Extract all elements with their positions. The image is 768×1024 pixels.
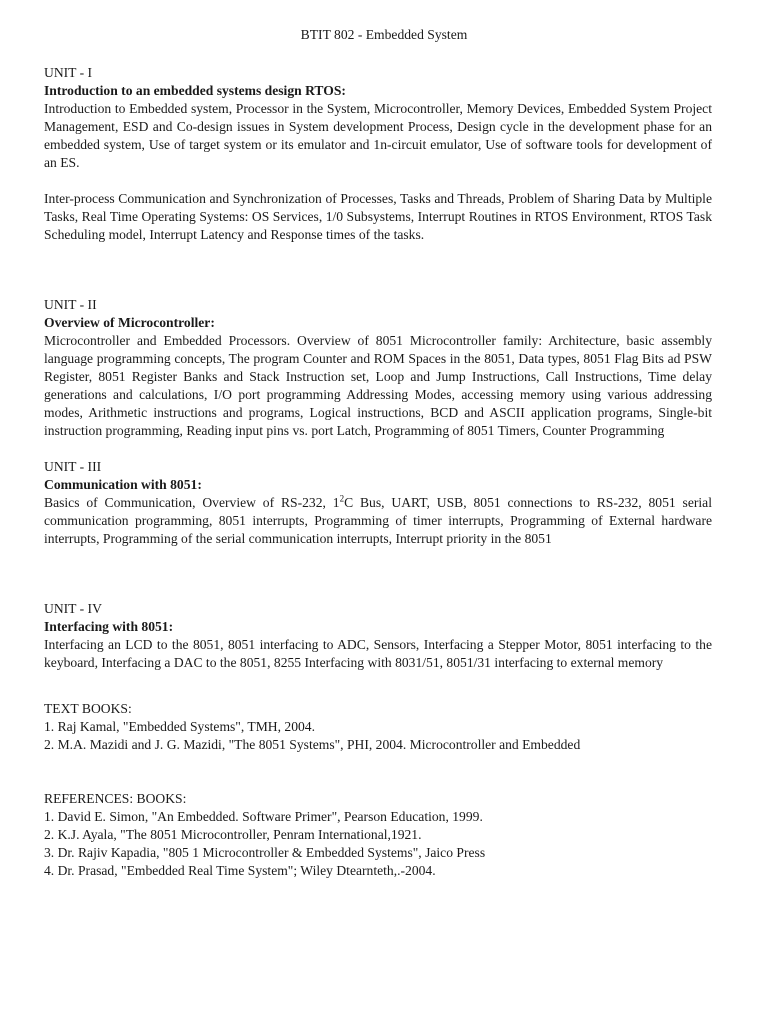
text-book-item: 1. Raj Kamal, "Embedded Systems", TMH, 2004. bbox=[44, 719, 315, 734]
unit-3-section bbox=[44, 458, 712, 548]
unit-4-paragraph-1: Interfacing an LCD to the 8051, 8051 interfacing to ADC, Sensors, Interfacing a Stepper Motor, 8051 interfacing to the keyboard, Interfacing a DAC to the 8051, 8255 Interfacing with 8031/51, 8051/31 interfacing to external memory bbox=[44, 637, 712, 670]
unit-2-section bbox=[44, 296, 712, 440]
reference-item: 1. David E. Simon, "An Embedded. Software Primer", Pearson Education, 1999. bbox=[44, 809, 483, 824]
unit-4-heading: Interfacing with 8051: bbox=[44, 619, 174, 634]
unit-1-section bbox=[44, 64, 712, 244]
reference-item: 3. Dr. Rajiv Kapadia, "805 1 Microcontroller & Embedded Systems", Jaico Press bbox=[44, 845, 486, 860]
unit-3-paragraph-text-a: Basics of Communication, Overview of RS-232, 1 bbox=[44, 495, 340, 510]
unit-1-heading: Introduction to an embedded systems design RTOS: bbox=[44, 83, 346, 98]
unit-1-label: UNIT - I bbox=[44, 65, 93, 80]
unit-3-superscript: 2 bbox=[339, 493, 345, 504]
text-books-section bbox=[44, 700, 712, 754]
unit-2-heading: Overview of Microcontroller: bbox=[44, 315, 215, 330]
text-books-label: TEXT BOOKS: bbox=[44, 701, 132, 716]
text-book-item: 2. M.A. Mazidi and J. G. Mazidi, "The 8051 Systems", PHI, 2004. Microcontroller and Embedded bbox=[44, 737, 581, 752]
unit-3-paragraph-text-b: C Bus, UART, USB, 8051 connections to RS-232, 8051 serial communication programming, 8051 interrupts, Programming of timer interrupts, Programming of External hardware interrupts, Programming of the serial communication interrupts, Interrupt priority in the 8051 bbox=[44, 495, 712, 546]
references-section bbox=[44, 790, 712, 880]
references-label: REFERENCES: BOOKS: bbox=[44, 791, 187, 806]
unit-3-paragraph-1 bbox=[44, 494, 712, 548]
unit-2-label: UNIT - II bbox=[44, 297, 97, 312]
unit-2-paragraph-1: Microcontroller and Embedded Processors. Overview of 8051 Microcontroller family: Architecture, basic assembly language programming concepts, The program Counter and ROM Spaces in the 8051, Data types, 8051 Flag Bits ad PSW Register, 8051 Register Banks and Stack Instruction set, Loop and Jump Instructions, Call Instructions, Time delay generations and calculations, I/O port programming Addressing Modes, accessing memory using various addressing modes, Arithmetic instructions and programs, Logical instructions, BCD and ASCII application programs, Single-bit instruction programming, Reading input pins vs. port Latch, Programming of 8051 Timers, Counter Programming bbox=[44, 333, 712, 438]
document-title: BTIT 802 - Embedded System bbox=[300, 27, 468, 42]
reference-item: 4. Dr. Prasad, "Embedded Real Time System"; Wiley Dtearnteth,.-2004. bbox=[44, 863, 436, 878]
unit-3-heading: Communication with 8051: bbox=[44, 477, 202, 492]
reference-item: 2. K.J. Ayala, "The 8051 Microcontroller, Penram International,1921. bbox=[44, 827, 422, 842]
unit-4-label: UNIT - IV bbox=[44, 601, 102, 616]
unit-3-label: UNIT - III bbox=[44, 459, 102, 474]
unit-1-paragraph-1: Introduction to Embedded system, Processor in the System, Microcontroller, Memory Devices, Embedded System Project Management, ESD and Co-design issues in System development Process, Design cycle in the development phase for an embedded system, Use of target system or its emulator and 1n-circuit emulator, Use of software tools for development of an ES. bbox=[44, 101, 712, 170]
unit-4-section bbox=[44, 600, 712, 672]
unit-1-paragraph-2: Inter-process Communication and Synchronization of Processes, Tasks and Threads, Problem of Sharing Data by Multiple Tasks, Real Time Operating Systems: OS Services, 1/0 Subsystems, Interrupt Routines in RTOS Environment, RTOS Task Scheduling model, Interrupt Latency and Response times of the tasks. bbox=[44, 191, 712, 242]
